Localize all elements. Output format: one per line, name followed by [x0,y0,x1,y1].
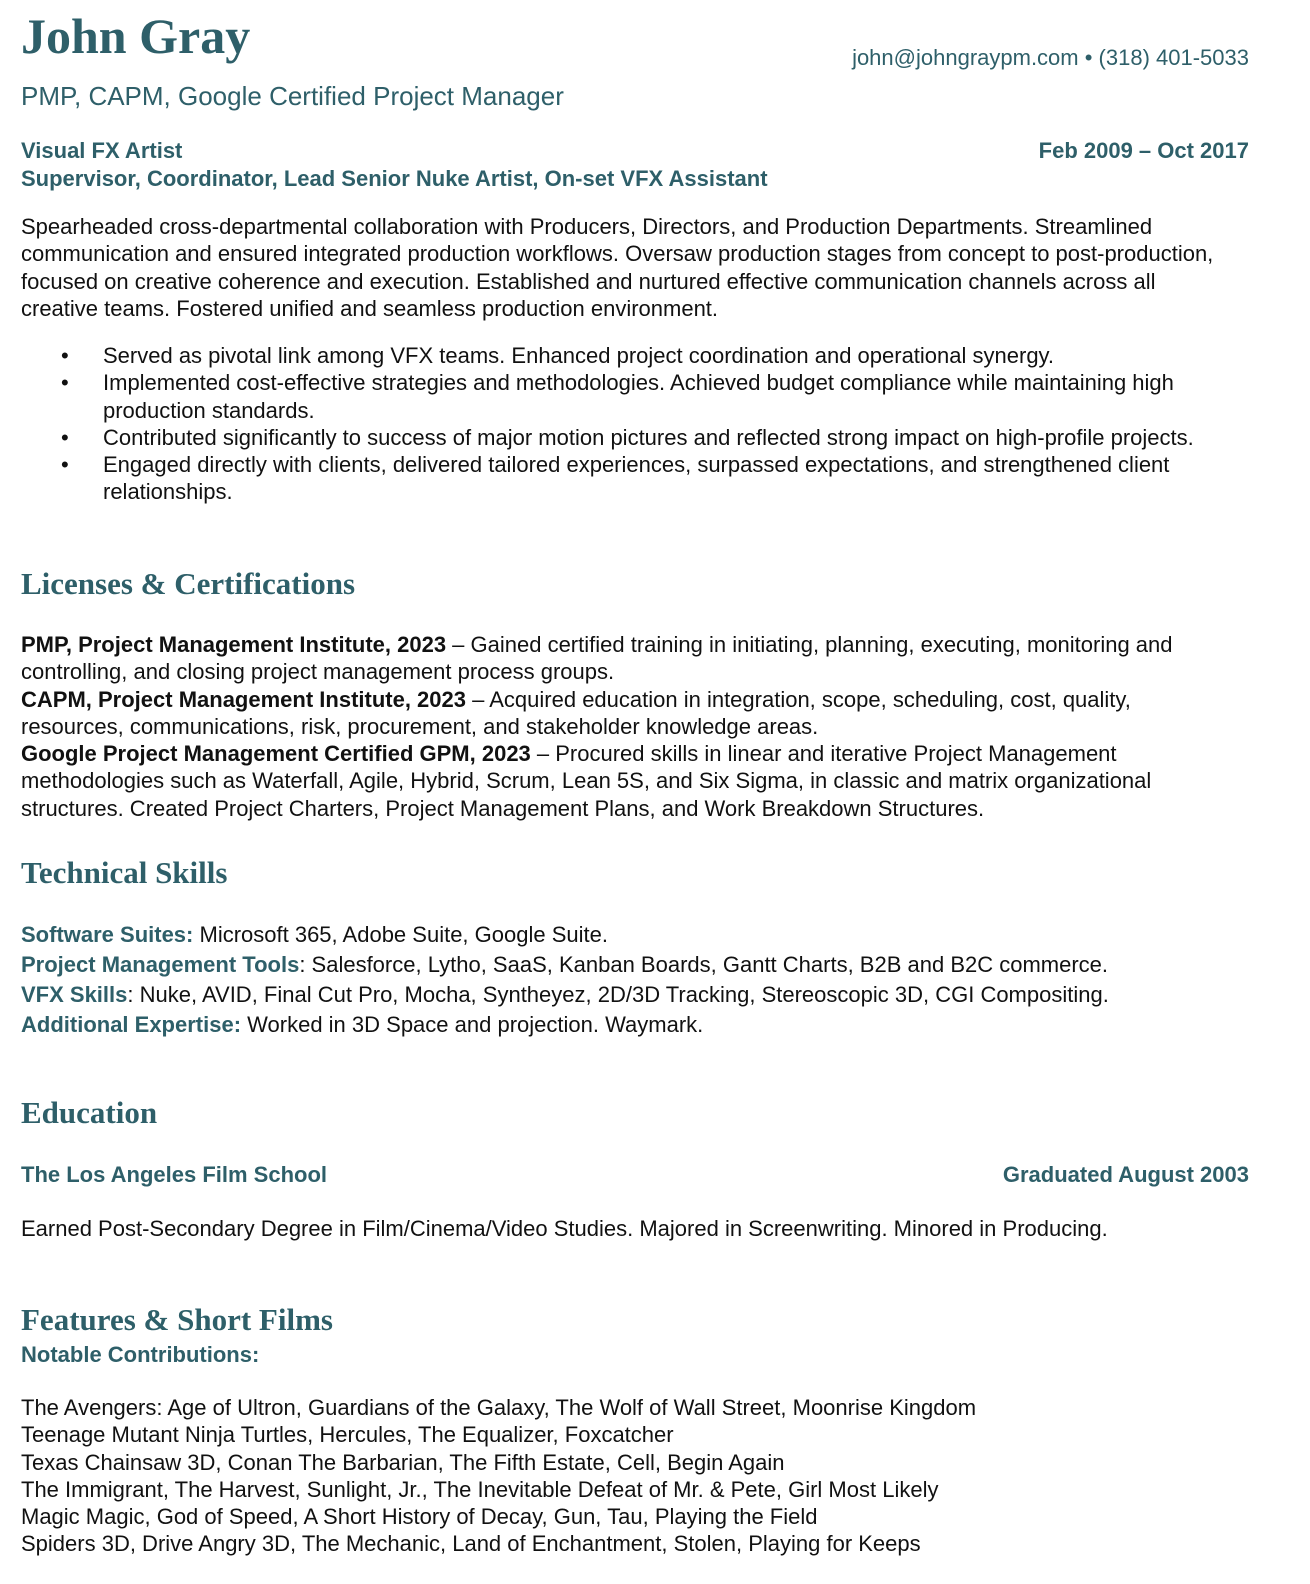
skill-item [21,950,1249,980]
list-item [61,451,1251,506]
film-line: The Avengers: Age of Ultron, Guardians of the Galaxy, The Wolf of Wall Street, Moonrise Kingdom [21,1395,977,1420]
list-item [61,342,1251,369]
education-header [21,1161,1249,1189]
skill-item [21,980,1249,1010]
section-heading-education: Education [21,1095,158,1130]
skill-label: VFX Skills [21,982,128,1007]
bullet-text: Implemented cost-effective strategies and methodologies. Achieved budget compliance while maintaining high production standards. [103,370,1174,423]
experience-header [21,137,1249,192]
film-line: Spiders 3D, Drive Angry 3D, The Mechanic, Land of Enchantment, Stolen, Playing for Keeps [21,1531,921,1557]
cert-item [21,686,1231,741]
skill-value: Microsoft 365, Adobe Suite, Google Suite. [193,922,608,947]
bullet-icon: • [61,452,69,478]
job-bullet-list [61,342,1251,506]
graduation-date: Graduated August 2003 [1002,1162,1249,1187]
bullet-text: Contributed significantly to success of major motion pictures and reflected strong impact on high-profile projects. [103,424,1194,450]
bullet-icon: • [61,370,69,396]
section-heading-skills: Technical Skills [21,855,228,890]
job-dates: Feb 2009 – Oct 2017 [1038,138,1249,163]
cert-name: PMP, Project Management Institute, 2023 [21,632,447,657]
film-line: Magic Magic, God of Speed, A Short History of Decay, Gun, Tau, Playing the Field [21,1504,818,1530]
section-heading-certifications: Licenses & Certifications [21,566,356,601]
cert-desc: – Gained certified training in initiating, planning, executing, monitoring and controlling, and closing project management process groups. [21,632,1173,685]
films-subheading: Notable Contributions: [21,1342,260,1367]
film-line: The Immigrant, The Harvest, Sunlight, Jr., The Inevitable Defeat of Mr. & Pete, Girl Most Likely [21,1476,939,1502]
bullet-icon: • [61,424,69,450]
skill-label: Software Suites: [21,922,194,947]
certifications-list [21,631,1231,822]
cert-item [21,631,1231,686]
bullet-text: Served as pivotal link among VFX teams. Enhanced project coordination and operational synergy. [103,343,1055,368]
resume-name: John Gray [21,8,251,64]
contact-info: john@johngraypm.com • (318) 401-5033 [852,45,1249,70]
resume-subtitle: PMP, CAPM, Google Certified Project Manager [21,81,564,111]
cert-desc: – Procured skills in linear and iterative Project Management methodologies such as Waterfall, Agile, Hybrid, Scrum, Lean 5S, and Six Sigma, in classic and matrix organizational structures. Created Project Charters, Project Management Plans, and Work Breakdown Structures. [21,741,1152,821]
skill-item [21,1010,1249,1040]
school-name: The Los Angeles Film School [21,1162,328,1187]
skill-value: : Nuke, AVID, Final Cut Pro, Mocha, Syntheyez, 2D/3D Tracking, Stereoscopic 3D, CGI Compositing. [127,982,1109,1007]
list-item [61,369,1251,424]
cert-name: Google Project Management Certified GPM, 2023 [21,741,531,767]
education-description: Earned Post-Secondary Degree in Film/Cinema/Video Studies. Majored in Screenwriting. Minored in Producing. [21,1216,1108,1241]
skill-label: Additional Expertise: [21,1012,242,1037]
skills-list [21,920,1249,1040]
films-list [21,1394,1249,1558]
job-summary: Spearheaded cross-departmental collaboration with Producers, Directors, and Production Departments. Streamlined communication and ensured integrated production workflows. Oversaw production stages from concept to post-production, focused on creative coherence and execution. Established and nurtured effective communication channels across all creative teams. Fostered unified and seamless production environment. [21,214,1214,321]
film-line: Teenage Mutant Ninja Turtles, Hercules, The Equalizer, Foxcatcher [21,1422,674,1448]
job-title: Visual FX Artist [21,138,183,163]
cert-name: CAPM, Project Management Institute, 2023 [21,686,466,712]
skill-value: Worked in 3D Space and projection. Waymark. [241,1012,704,1037]
skill-value: : Salesforce, Lytho, SaaS, Kanban Boards, Gantt Charts, B2B and B2C commerce. [299,952,1109,977]
job-roles: Supervisor, Coordinator, Lead Senior Nuke Artist, On-set VFX Assistant [21,165,768,191]
skill-label: Project Management Tools [21,952,300,977]
cert-item [21,740,1231,822]
bullet-text: Engaged directly with clients, delivered tailored experiences, surpassed expectations, and strengthened client relationships. [103,452,1170,505]
skill-item [21,920,1249,950]
bullet-icon: • [61,343,69,368]
list-item [61,424,1251,451]
cert-desc: – Acquired education in integration, scope, scheduling, cost, quality, resources, communications, risk, procurement, and stakeholder knowledge areas. [21,686,1131,739]
section-heading-films: Features & Short Films [21,1302,333,1337]
film-line: Texas Chainsaw 3D, Conan The Barbarian, The Fifth Estate, Cell, Begin Again [21,1449,785,1475]
